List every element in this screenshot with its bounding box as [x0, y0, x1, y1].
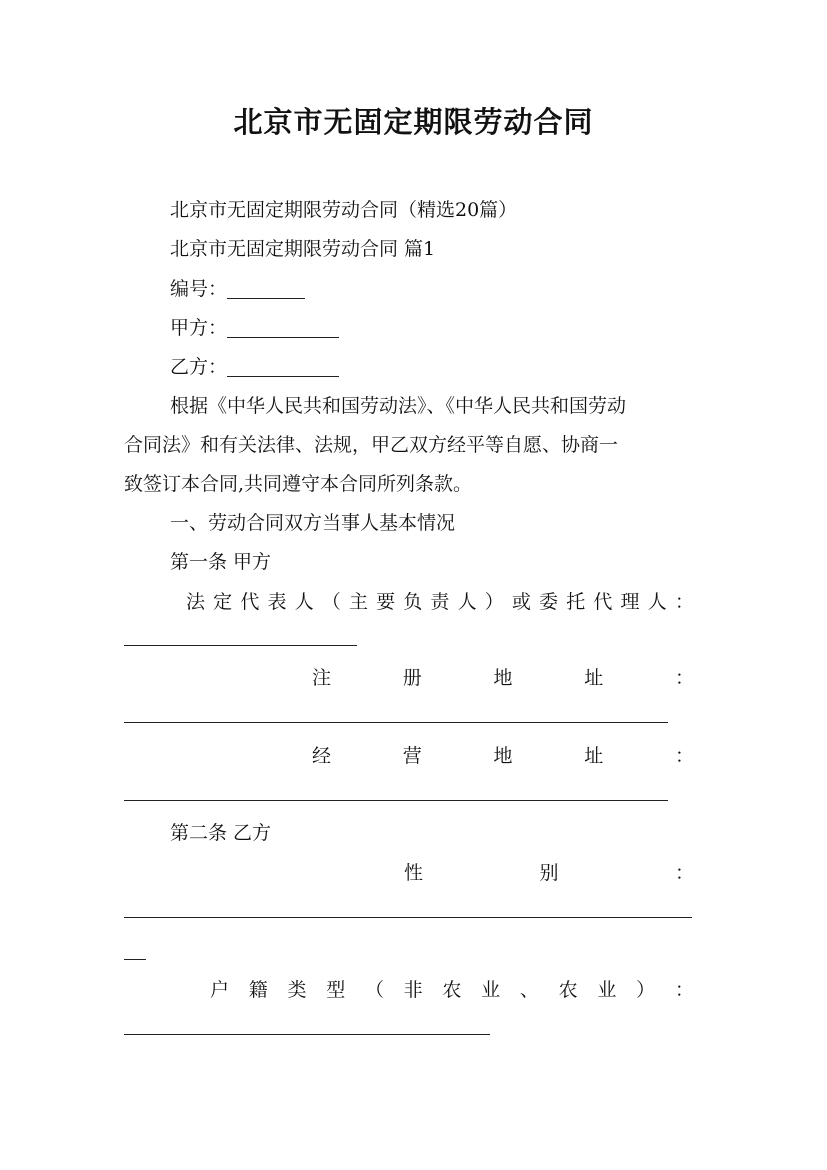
number-field: [170, 277, 305, 301]
document-title: 北京市无固定期限劳动合同: [233, 105, 594, 139]
article-one-heading: 第一条 甲方: [170, 551, 272, 573]
reg-address-label: 注 册 地 址 ：: [312, 667, 694, 689]
party-b-blank: [227, 376, 339, 377]
party-b-field: [170, 355, 339, 379]
legal-rep-label: 法 定 代 表 人 （ 主 要 负 责 人 ） 或 委 托 代 理 人 ：: [186, 591, 694, 613]
household-type-label: 户 籍 类 型 （ 非 农 业 、 农 业 ） ：: [210, 979, 694, 1001]
gender-label: 性 别 ：: [404, 862, 694, 884]
number-label: 编号：: [170, 278, 228, 300]
chapter-one-heading: 一、劳动合同双方当事人基本情况: [170, 512, 456, 534]
gender-blank-continued: [124, 959, 146, 960]
biz-address-label: 经 营 地 址 ：: [312, 745, 694, 767]
party-a-field: [170, 316, 339, 340]
document-subtitle: 北京市无固定期限劳动合同（精选20篇）: [170, 199, 518, 221]
preamble-line-3: 致签订本合同,共同遵守本合同所列条款。: [124, 473, 473, 495]
party-a-blank: [227, 337, 339, 338]
legal-rep-blank: [124, 645, 357, 646]
party-a-label: 甲方：: [170, 317, 228, 339]
preamble-line-1: 根据《中华人民共和国劳动法》、《中华人民共和国劳动: [170, 395, 627, 417]
article-two-heading: 第二条 乙方: [170, 822, 272, 844]
number-blank: [227, 298, 305, 299]
biz-address-blank: [124, 800, 668, 801]
household-type-blank: [124, 1034, 490, 1035]
gender-blank: [124, 917, 692, 918]
party-b-label: 乙方：: [170, 356, 228, 378]
reg-address-blank: [124, 722, 668, 723]
preamble-line-2: 合同法》和有关法律、法规，甲乙双方经平等自愿、协商一: [124, 434, 619, 456]
section-heading: 北京市无固定期限劳动合同 篇1: [170, 238, 436, 260]
